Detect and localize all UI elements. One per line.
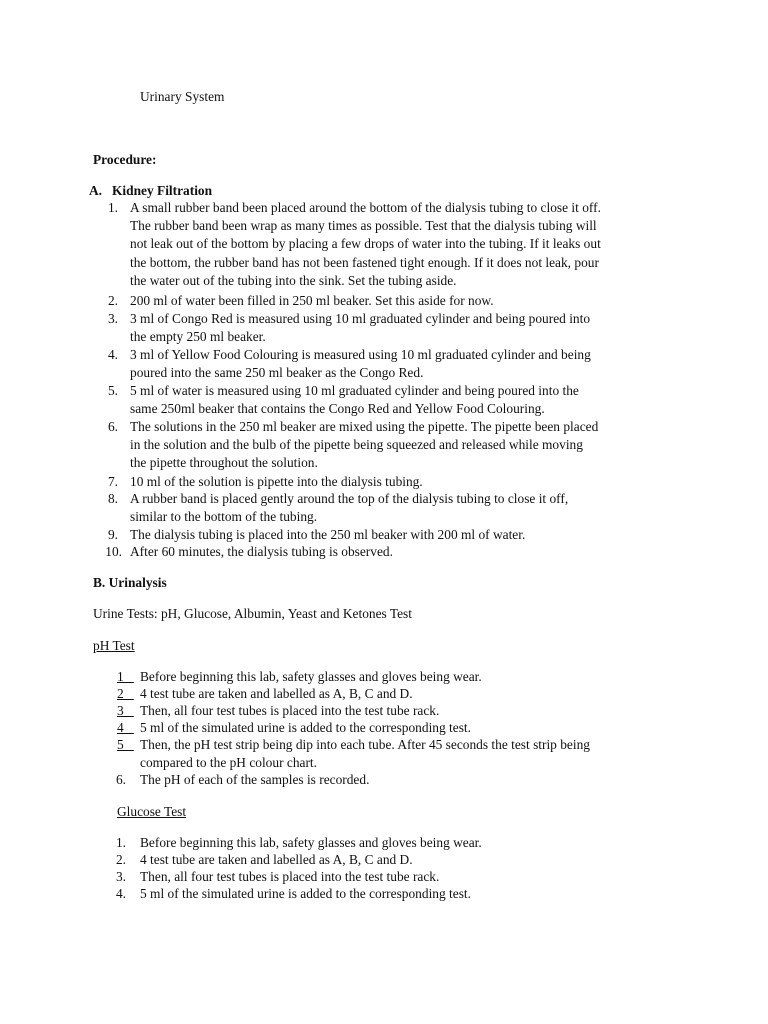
list-item-number: 3. xyxy=(115,869,126,884)
list-item: Then, all four test tubes is placed into the test tube rack. xyxy=(140,869,440,884)
list-item-number: 3 xyxy=(117,703,134,718)
list-item: 5 ml of water is measured using 10 ml graduated cylinder and being poured into the same 250ml beaker that contains the Congo Red and Yellow Food Colouring. xyxy=(130,383,579,417)
list-item-number: 9. xyxy=(107,527,118,542)
list-item: Before beginning this lab, safety glasses and gloves being wear. xyxy=(140,835,482,850)
list-item: 10 ml of the solution is pipette into the dialysis tubing. xyxy=(130,474,423,489)
procedure-heading: Procedure: xyxy=(93,152,157,167)
list-item-number: 7. xyxy=(107,474,118,489)
list-item: 4 test tube are taken and labelled as A, B, C and D. xyxy=(140,686,413,701)
list-item-number: 3. xyxy=(107,311,118,326)
list-item: 5 ml of the simulated urine is added to the corresponding test. xyxy=(140,886,471,901)
list-item: The dialysis tubing is placed into the 250 ml beaker with 200 ml of water. xyxy=(130,527,526,542)
urine-tests-intro: Urine Tests: pH, Glucose, Albumin, Yeast and Ketones Test xyxy=(93,606,412,621)
list-item: The pH of each of the samples is recorded. xyxy=(140,772,370,787)
list-item: A rubber band is placed gently around the top of the dialysis tubing to close it off, similar to the bottom of the tubing. xyxy=(130,491,569,525)
list-item: Then, the pH test strip being dip into each tube. After 45 seconds the test strip being compared to the pH colour chart. xyxy=(140,737,590,771)
list-item: 5 ml of the simulated urine is added to the corresponding test. xyxy=(140,720,471,735)
list-item-number: 8. xyxy=(107,491,118,506)
list-item: 4 test tube are taken and labelled as A, B, C and D. xyxy=(140,852,413,867)
list-item-number: 5. xyxy=(107,383,118,398)
list-item-number: 4 xyxy=(117,720,134,735)
list-item-number: 5 xyxy=(117,737,134,752)
section-b-heading: B. Urinalysis xyxy=(93,575,167,590)
document-title: Urinary System xyxy=(140,89,225,104)
ph-test-heading: pH Test xyxy=(93,638,135,653)
list-item-number: 4. xyxy=(107,347,118,362)
list-item: A small rubber band been placed around the bottom of the dialysis tubing to close it off. The rubber band been wrap as many times as possible. Test that the dialysis tubing will not leak out of the bottom by placing a few drops of water into the tubing. If it leaks out the bottom, the rubber band has not been fastened tight enough. If it does not leak, pour the water out of the tubing into the sink. Set the tubing aside. xyxy=(130,200,601,288)
list-item-number: 4. xyxy=(115,886,126,901)
list-item-number: 6. xyxy=(115,772,126,787)
list-item: Then, all four test tubes is placed into the test tube rack. xyxy=(140,703,440,718)
section-a-marker: A. xyxy=(89,183,103,198)
list-item: 3 ml of Congo Red is measured using 10 ml graduated cylinder and being poured into the empty 250 ml beaker. xyxy=(130,311,591,345)
list-item: After 60 minutes, the dialysis tubing is observed. xyxy=(130,544,393,559)
list-item-number: 2. xyxy=(107,293,118,308)
list-item-number: 10. xyxy=(105,544,122,559)
list-item: Before beginning this lab, safety glasses and gloves being wear. xyxy=(140,669,482,684)
list-item-number: 1 xyxy=(117,669,134,684)
list-item: 3 ml of Yellow Food Colouring is measured using 10 ml graduated cylinder and being poured into the same 250 ml beaker as the Congo Red. xyxy=(130,347,591,381)
list-item-number: 6. xyxy=(107,419,118,434)
list-item-number: 2. xyxy=(115,852,126,867)
list-item-number: 1. xyxy=(115,835,126,850)
section-a-heading: Kidney Filtration xyxy=(112,183,213,198)
glucose-test-heading: Glucose Test xyxy=(117,804,187,819)
list-item: 200 ml of water been filled in 250 ml beaker. Set this aside for now. xyxy=(130,293,494,308)
list-item-number: 2 xyxy=(117,686,134,701)
list-item: The solutions in the 250 ml beaker are mixed using the pipette. The pipette been placed in the solution and the bulb of the pipette being squeezed and released while moving the pipette throughout the solution. xyxy=(130,419,599,471)
list-item-number: 1. xyxy=(107,200,118,215)
